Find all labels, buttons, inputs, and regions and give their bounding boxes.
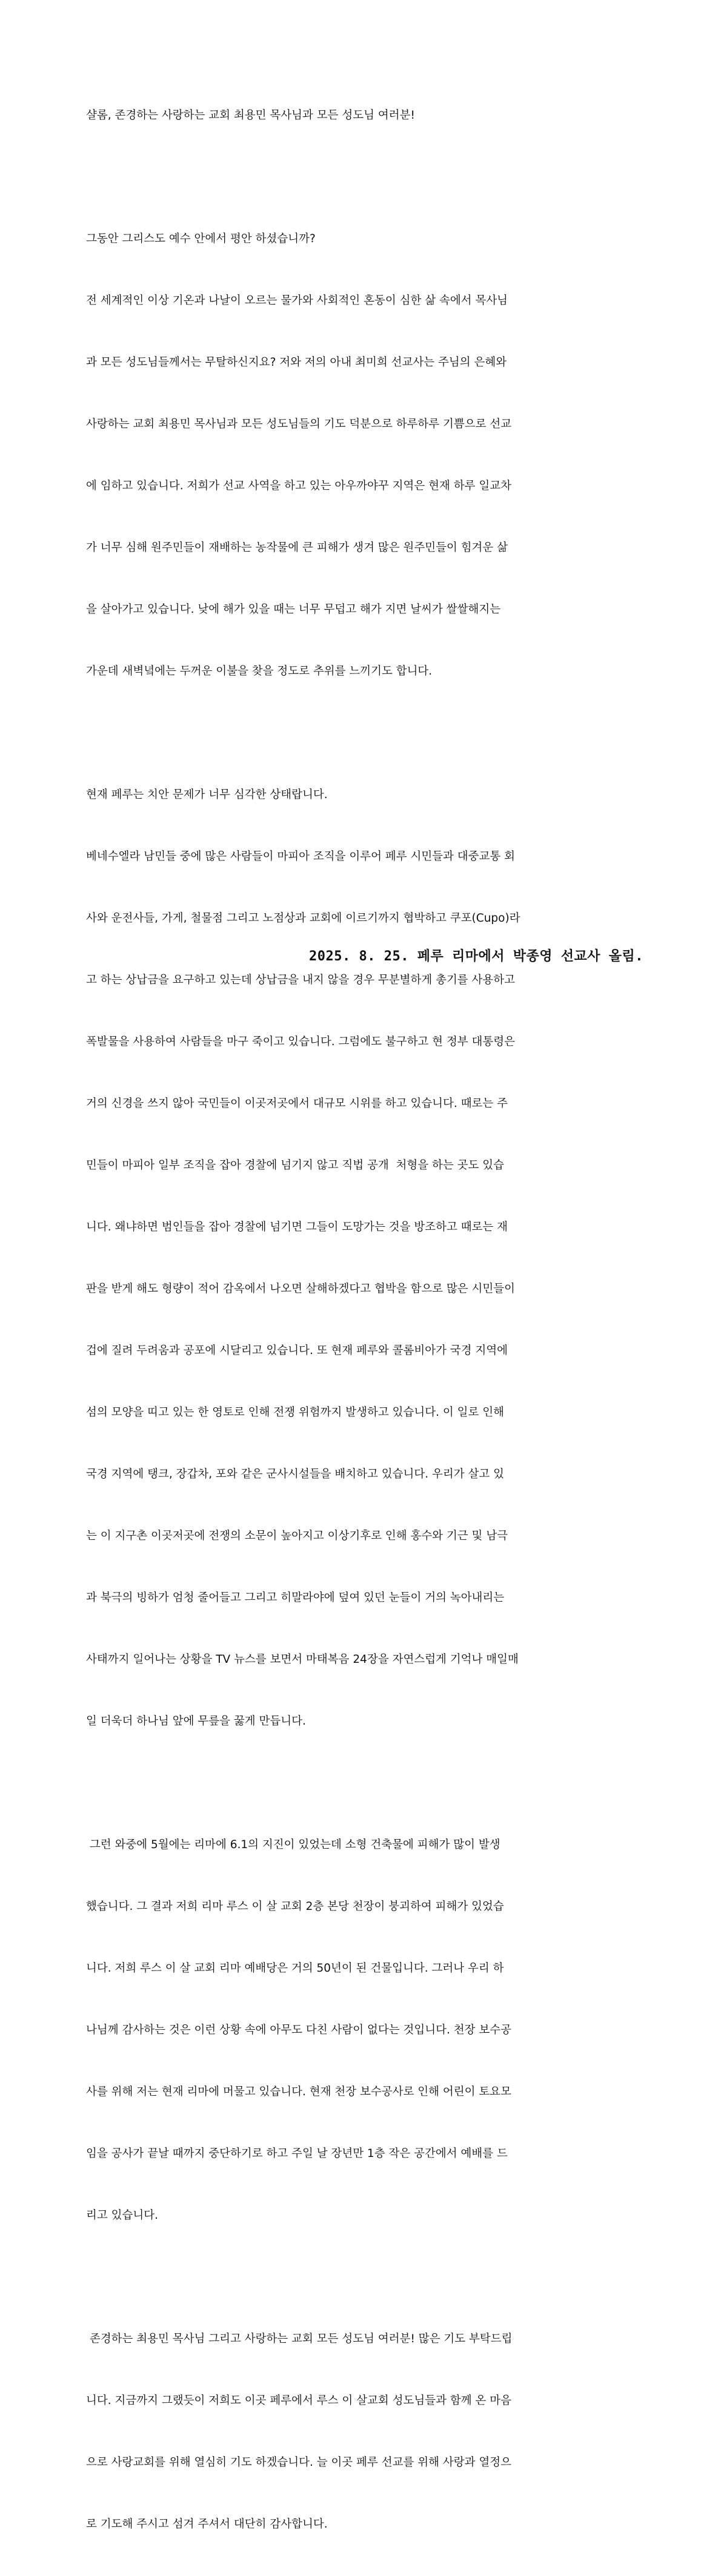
text-line: 는 이 지구촌 이곳저곳에 전쟁의 소문이 높아지고 이상기후로 인해 홍수와 기근 및 남극 <box>86 1530 508 1542</box>
text-line: 국경 지역에 탱크, 장갑차, 포와 같은 군사시설들을 배치하고 있습니다. 우리가 살고 있 <box>86 1468 504 1481</box>
text-line: 가 너무 심해 원주민들이 재배하는 농작물에 큰 피해가 생겨 많은 원주민들이 힘겨운 삶 <box>86 541 508 554</box>
greeting-line: 샬롬, 존경하는 사랑하는 교회 최용민 목사님과 모든 성도님 여러분! <box>86 109 415 122</box>
text-line: 을 살아가고 있습니다. 낮에 해가 있을 때는 너무 무덥고 해가 지면 날씨가 쌀쌀해지는 <box>86 603 501 616</box>
text-line: 고 하는 상납금을 요구하고 있는데 상납금을 내지 않을 경우 무분별하게 총기를 사용하고 <box>86 974 516 986</box>
paragraph-2 <box>86 744 643 1773</box>
text-line: 나님께 감사하는 것은 이런 상황 속에 아무도 다친 사람이 없다는 것입니다. 천장 보수공 <box>86 2024 511 2036</box>
text-line: 로 기도해 주시고 섬겨 주셔서 대단히 감사합니다. <box>86 2518 328 2531</box>
text-line: 거의 신경을 쓰지 않아 국민들이 이곳저곳에서 대규모 시위를 하고 있습니다. 때로는 주 <box>86 1097 508 1110</box>
text-line: 그동안 그리스도 예수 안에서 평안 하셨습니까? <box>86 233 316 245</box>
text-line: 판을 받게 해도 형량이 적어 감옥에서 나오면 살해하겠다고 협박을 함으로 많은 시민들이 <box>86 1283 516 1295</box>
text-line: 베네수엘라 남민들 중에 많은 사람들이 마피아 조직을 이루어 페루 시민들과 대중교통 회 <box>86 850 516 863</box>
text-line: 현재 페루는 치안 문제가 너무 심각한 상태랍니다. <box>86 788 328 801</box>
text-line: 그런 와중에 5월에는 리마에 6.1의 지진이 있었는데 소형 건축물에 피해가 많이 발생 <box>86 1838 500 1851</box>
text-line: 존경하는 최용민 목사님 그리고 사랑하는 교회 모든 성도님 여러분! 많은 기도 부탁드립 <box>86 2333 513 2345</box>
text-line: 했습니다. 그 결과 저희 리마 루스 이 살 교회 2층 본당 천장이 붕괴하여 피해가 있었습 <box>86 1900 504 1913</box>
text-line: 니다. 저희 루스 이 살 교회 리마 예배당은 거의 50년이 된 건물입니다. 그러나 우리 하 <box>86 1962 504 1975</box>
text-line: 과 북극의 빙하가 엄청 줄어들고 그리고 히말라야에 덮여 있던 눈들이 거의 녹아내리는 <box>86 1591 505 1604</box>
text-line: 섬의 모양을 띠고 있는 한 영토로 인해 전쟁 위험까지 발생하고 있습니다. 이 일로 인해 <box>86 1406 504 1419</box>
text-line: 에 임하고 있습니다. 저희가 선교 사역을 하고 있는 아우까야꾸 지역은 현재 하루 일교차 <box>86 480 511 492</box>
paragraph-gap <box>86 167 643 188</box>
text-line: 민들이 마피아 일부 조직을 잡아 경찰에 넘기지 않고 직법 공개 처형을 하는 곳도 있습 <box>86 1159 504 1172</box>
paragraph-4 <box>86 2288 643 2576</box>
text-line: 니다. 왜냐하면 범인들을 잡아 경찰에 넘기면 그들이 도망가는 것을 방조하고 때로는 재 <box>86 1221 508 1234</box>
text-line: 폭발물을 사용하여 사람들을 마구 죽이고 있습니다. 그럼에도 불구하고 현 정부 대통령은 <box>86 1035 516 1048</box>
signature-line: 2025. 8. 25. 페루 리마에서 박종영 선교사 올림. <box>309 949 643 964</box>
text-line: 니다. 지금까지 그랬듯이 저희도 이곳 페루에서 루스 이 살교회 성도님들과 함께 온 마음 <box>86 2394 511 2407</box>
text-line: 과 모든 성도님들께서는 무탈하신지요? 저와 저의 아내 최미희 선교사는 주님의 은혜와 <box>86 356 507 369</box>
text-line: 사태까지 일어나는 상황을 TV 뉴스를 보면서 마태복음 24장을 자연스럽게 기억나 매일매 <box>86 1653 519 1666</box>
greeting <box>86 64 643 167</box>
text-line: 가운데 새벽녘에는 두꺼운 이불을 찾을 정도로 추위를 느끼기도 합니다. <box>86 665 433 678</box>
paragraph-gap <box>86 723 643 744</box>
paragraph-gap <box>86 1773 643 1794</box>
text-line: 사와 운전사들, 가게, 철물점 그리고 노점상과 교회에 이르기까지 협박하고 쿠포(Cupo)라 <box>86 912 520 925</box>
text-line: 전 세계적인 이상 기온과 나날이 오르는 물가와 사회적인 혼동이 심한 삶 속에서 목사님 <box>86 294 508 307</box>
letter-body <box>86 64 643 2576</box>
text-line: 사랑하는 교회 최용민 목사님과 모든 성도님들의 기도 덕분으로 하루하루 기쁨으로 선교 <box>86 418 512 431</box>
text-line: 리고 있습니다. <box>86 2209 158 2222</box>
text-line: 사를 위해 저는 현재 리마에 머물고 있습니다. 현재 천장 보수공사로 인해 어린이 토요모 <box>86 2086 511 2098</box>
text-line: 겁에 질려 두려움과 공포에 시달리고 있습니다. 또 현재 페루와 콜롬비아가 국경 지역에 <box>86 1344 508 1357</box>
text-line: 으로 사랑교회를 위해 열심히 기도 하겠습니다. 늘 이곳 페루 선교를 위해 사랑과 열정으 <box>86 2456 511 2469</box>
text-line: 일 더욱더 하나님 앞에 무릎을 꿇게 만듭니다. <box>86 1715 306 1728</box>
paragraph-1 <box>86 188 643 723</box>
paragraph-3 <box>86 1794 643 2267</box>
text-line: 임을 공사가 끝날 때까지 중단하기로 하고 주일 날 장년만 1층 작은 공간에서 예배를 드 <box>86 2147 508 2160</box>
paragraph-gap <box>86 2267 643 2288</box>
